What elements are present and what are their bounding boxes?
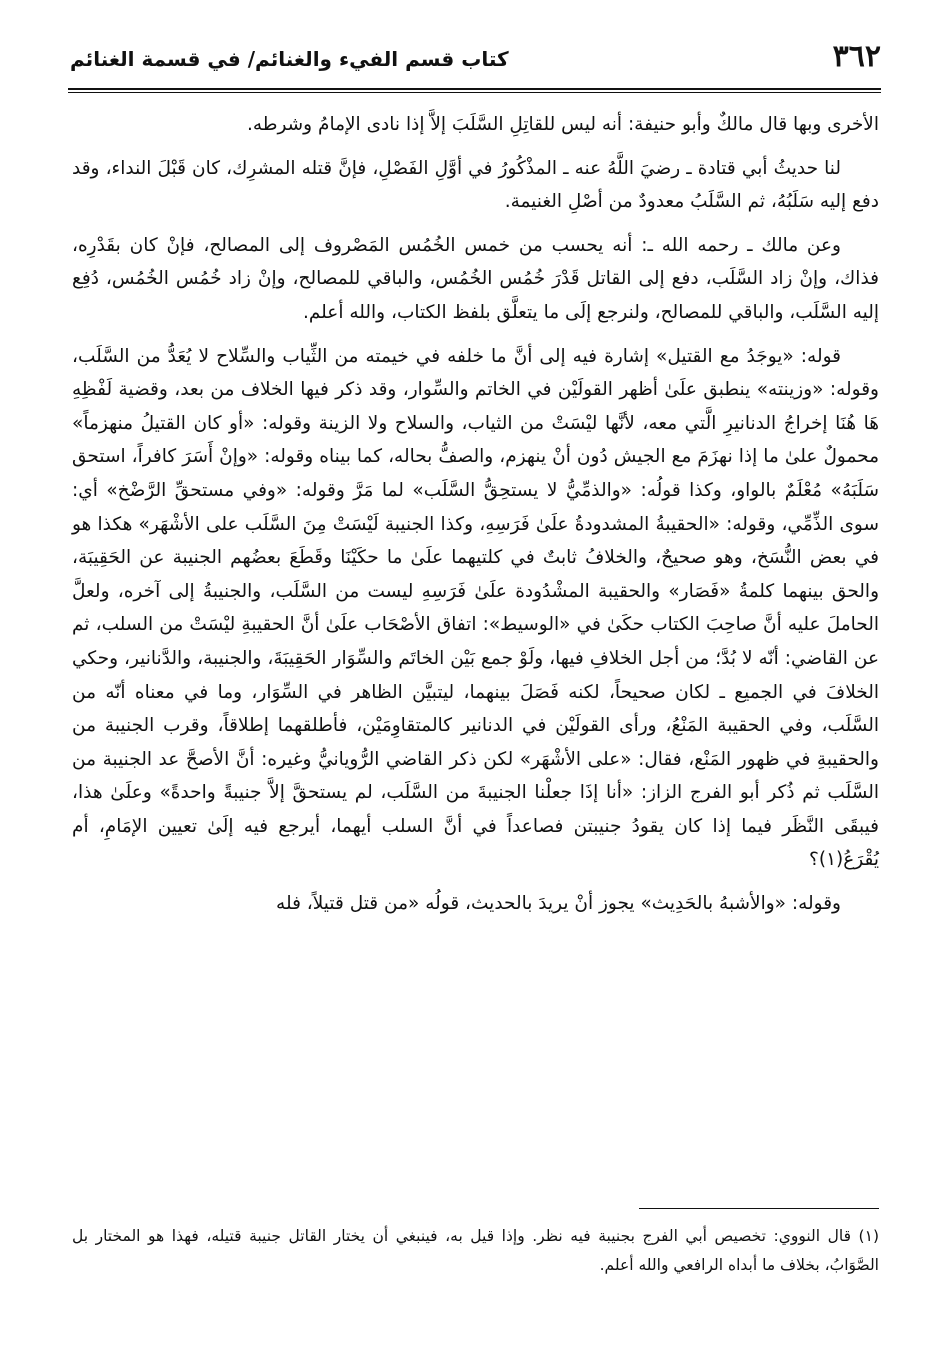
main-text	[72, 108, 879, 931]
paragraph: لنا حديثُ أبي قتادة ـ رضيَ اللَّهُ عنه ـ المذْكُورُ في أوَّلِ الفَصْلِ، فإنَّ قتله المشرِك، كان قَبْلَ النداء، وقد دفع إليه سَلَبُهُ، ثم السَّلَبُ معدودٌ من أصْلِ الغنيمة.	[72, 157, 879, 213]
running-title: كتاب قسم الفيء والغنائم/ في قسمة الغنائم	[70, 47, 509, 71]
page-header	[70, 34, 881, 84]
footnote: (١) قال النووي: تخصيص أبي الفرج بجنيبة فيه نظر. وإذا قيل به، فينبغي أن يختار القاتل جنيبة قتيله، فهذا هو المختار بل الصَّوَابُ، بخلاف ما أبداه الرافعي والله أعلم.	[72, 1227, 879, 1274]
footnote-divider	[639, 1208, 879, 1209]
header-divider-thin	[68, 92, 881, 93]
paragraph: وعن مالك ـ رحمه الله ـ: أنه يحسب من خمس الخُمُس المَصْروف إلى المصالح، فإنْ كان بقَدْرِه، فذاك، وإنْ زاد السَّلَب، دفع إلى القاتل قَدْرَ خُمُس الخُمُس، والباقي للمصالح، وإنْ زاد خُمُس الخُمُس، دُفِع إليه السَّلَب، والباقي للمصالح، ولنرجع إلَى ما يتعلَّق بلفظ الكتاب، والله أعلم.	[72, 234, 879, 323]
paragraph: الأخرى وبها قال مالكٌ وأبو حنيفة: أنه ليس للقاتِلِ السَّلَبَ إلاَّ إذا نادى الإمامُ وشرطه.	[246, 114, 879, 135]
paragraph: قوله: «يوجَدُ مع القتيل» إشارة فيه إلى أنَّ ما خلفه في خيمته من الثِّياب والسِّلاح لا يُعَدُّ من السَّلَب، وقوله: «وزينته» ينطبق علَىٰ أظهر القولَيْن في الخاتم والسِّوار، وقد ذكر فيها الخلاف من بعد، وقضية لَفْظِهِ هَا هُنَا إخراجُ الدنانيرِ الَّتي معه، لأنَّها ليْسَتْ من الثياب، والسلاح ولا الزينة وقوله: «أو كان القتيلُ منهزماً» محمولٌ علىٰ ما إذا نهزَمَ مع الجيش دُون أنْ ينهزم، والصفُّ بحاله، كما بيناه وقوله: «وإنْ أَسَرَ كافراً، استحق سَلَبَهُ» مُعْلَمٌ بالواو، وكذا قولُه: «والذمِّيُّ لا يستحِقُّ السَّلَب» لما مَرَّ وقوله: «وفي مستحقِّ الرَّضْخ» أي: سوى الذِّمِّي، وقوله: «الحقيبةُ المشدودةُ علَىٰ فَرَسِهِ، وكذا الجنيبة لَيْسَتْ مِنَ السَّلَب على الأشْهَر» هكذا هو في بعض النُّسَخ، وهو صحيحٌ، والخلافُ ثابتٌ في كلتيهما علَىٰ ما حكَيْنَا وقَطَعَ بعضُهم الجنيبة عن الحَقِيبَة، والحق بينهما كلمةُ «فَصَار» والحقيبة المشْدُودة علَىٰ فَرَسِهِ ليست من السَّلَب، والجنيبةُ إلى آخره، ولعلَّ الحاملَ عليه أنَّ صاحِبَ الكتاب حكَىٰ في «الوسيط»: اتفاق الأصْحَاب علَىٰ أنَّ الحقيبةِ ليْسَتْ من السلب، ثم عن القاضي: أنّه لا بُدَّ؛ من أجل الخلافِ فيها، ولَوْ جمع بَيْن الخاتَم والسِّوَار الحَقِيبَةَ، والجنيبة، والدَّنانير، وحكي الخلافَ في الجميع ـ لكان صحيحاً، لكنه فَصَلَ بينهما، ليتبيَّن الظاهر في السِّوَار، وما في معناه أنّه من السَّلَب، وفي الحقيبة المَنْعُ، ورأى القولَيْن في الدنانير كالمتقاوِمَيْن، فأطلقهما إطلاقاً، وقرب الجنيبة من والحقيبةِ في ظهور المَنْع، فقال: «على الأشْهَر» لكن ذكر القاضي الرُّويانيُّ وغيره: أنَّ الأصحَّ عد الجنيبة من السَّلَب ثم ذُكر أبو الفرج الزاز: «أنا إذَا جعلْنا الجنيبةَ من السَّلَب، لم يستحقَّ إلاَّ جنيبةً واحدةً» وعلَىٰ هذا، فيبقَى النَّظَر فيما إذا كان يقودُ جنيبتن فصاعداً في أنَّ السلب أيهما، أيرجع فيه إلَىٰ تعيين الإمَامِ، أم يُقْرَعُ(١)؟	[72, 345, 879, 871]
paragraph: وقوله: «والأشبهُ بالحَدِيث» يجوز أنْ يريدَ بالحديث، قولُه «من قتل قتيلاً، فله	[276, 893, 841, 915]
footnotes	[72, 1222, 879, 1280]
header-divider	[68, 88, 881, 90]
page-number: ٣٦٢	[832, 39, 881, 74]
